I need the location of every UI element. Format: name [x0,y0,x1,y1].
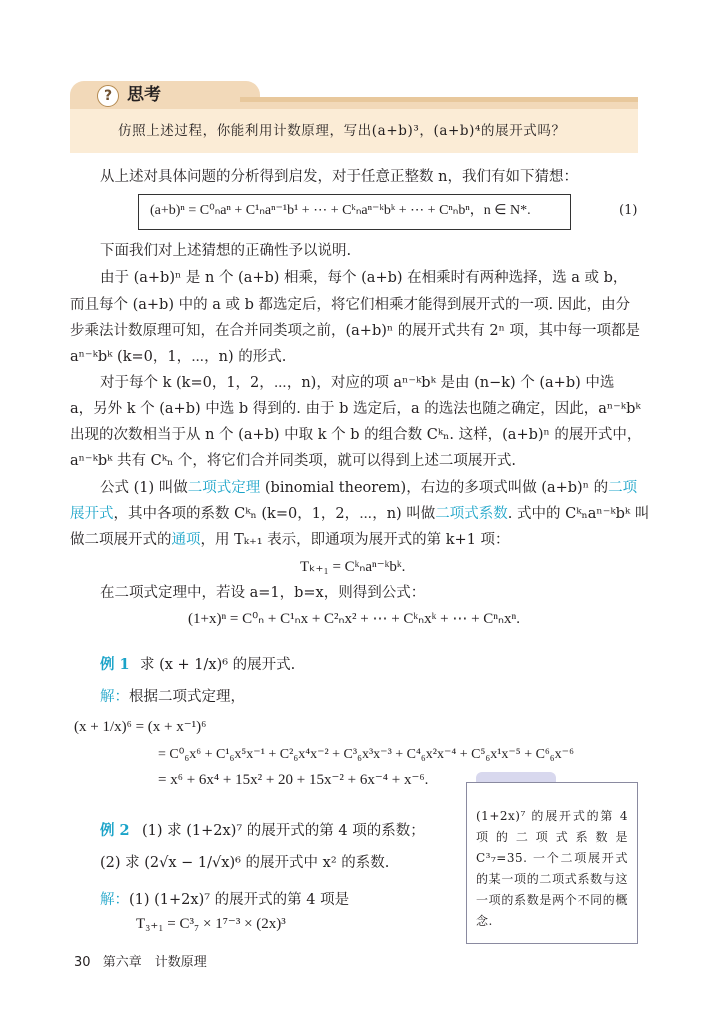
text-line: 对于每个 k (k=0，1，2，⋯，n)，对应的项 aⁿ⁻ᵏbᵏ 是由 (n−k) 个 (a+b) 中选 [100,375,615,391]
example2-label: 例 2 [100,822,130,839]
example1-label: 例 1 [100,656,130,673]
think-text: 仿照上述过程，你能利用计数原理，写出(a+b)³，(a+b)⁴的展开式吗？ [118,123,566,139]
example1-step-2: = C⁰₆x⁶ + C¹₆x⁵x⁻¹ + C²₆x⁴x⁻² + C³₆x³x⁻³ + C⁴₆x²x⁻⁴ + C⁵₆x¹x⁻⁵ + C⁶₆x⁻⁶ [158,747,574,762]
example2-question-2: (2) 求 (2√x − 1/√x)⁶ 的展开式中 x² 的系数. [100,855,390,871]
page-number: 30 [74,955,91,970]
intro-paragraph: 从上述对具体问题的分析得到启发，对于任意正整数 n，我们有如下猜想： [100,169,578,185]
question-icon: ? [97,85,119,107]
text-line: 而且每个 (a+b) 中的 a 或 b 都选定后，将它们相乘才能得到展开式的一项. 因此，由分 [70,297,631,313]
side-note-text: (1+2x)⁷ 的展开式的第 4 项的二项式系数是 C³₇=35. 一个二项展开式的某一项的二项式系数与这一项的系数是两个不同的概念. [476,809,628,928]
substitution-formula: (1+x)ⁿ = C⁰ₙ + C¹ₙx + C²ₙx² + ⋯ + Cᵏₙxᵏ + ⋯ + Cⁿₙxⁿ. [188,611,520,627]
example1-step-1: (x + 1/x)⁶ = (x + x⁻¹)⁶ [74,719,207,735]
text-line: 由于 (a+b)ⁿ 是 n 个 (a+b) 相乘，每个 (a+b) 在相乘时有两种选择，选 a 或 b， [100,270,628,286]
theorem-line-3: 做二项展开式的通项，用 Tₖ₊₁ 表示，即通项为展开式的第 k+1 项： [70,532,510,548]
text-line: 出现的次数相当于从 n 个 (a+b) 中取 k 个 b 的组合数 Cᵏₙ. 这样，(a+b)ⁿ 的展开式中， [70,427,642,443]
think-divider [240,97,638,102]
example1-question: 求 (x + 1/x)⁶ 的展开式. [140,657,296,673]
example2-solution-intro: 解：(1) (1+2x)⁷ 的展开式的第 4 项是 [100,892,350,908]
binomial-formula: (a+b)ⁿ = C⁰ₙaⁿ + C¹ₙaⁿ⁻¹b¹ + ⋯ + Cᵏₙaⁿ⁻ᵏbᵏ + ⋯ + Cⁿₙbⁿ，n ∈ N*. [150,203,531,218]
think-title: 思考 [127,85,161,105]
page-footer [74,954,207,972]
text-line: aⁿ⁻ᵏbᵏ (k=0，1，⋯，n) 的形式. [70,349,287,365]
text-line: a，另外 k 个 (a+b) 中选 b 得到的. 由于 b 选定后，a 的选法也随之确定，因此，aⁿ⁻ᵏbᵏ [70,401,641,417]
term-general-term: 通项 [171,532,201,548]
example2-step-1: T₃₊₁ = C³₇ × 1⁷⁻³ × (2x)³ [136,916,286,932]
term-expansion: 展开式 [70,506,114,522]
chapter-title: 第六章 计数原理 [102,955,207,970]
theorem-line-2: 展开式，其中各项的系数 Cᵏₙ (k=0，1，2，⋯，n) 叫做二项式系数. 式中的 Cᵏₙaⁿ⁻ᵏbᵏ 叫 [70,506,650,522]
example2-question-1: (1) 求 (1+2x)⁷ 的展开式的第 4 项的系数； [142,823,425,839]
text-line: aⁿ⁻ᵏbᵏ 共有 Cᵏₙ 个，将它们合并同类项，就可以得到上述二项展开式. [70,453,517,469]
formula-number: (1) [619,203,638,218]
example1-solution-intro: 解：根据二项式定理， [100,689,245,705]
example1-step-3: = x⁶ + 6x⁴ + 15x² + 20 + 15x⁻² + 6x⁻⁴ + x⁻⁶. [158,772,429,788]
substitution-paragraph: 在二项式定理中，若设 a=1，b=x，则得到公式： [100,585,426,601]
text-line: 步乘法计数原理可知，在合并同类项之前，(a+b)ⁿ 的展开式共有 2ⁿ 项，其中每一项都是 [70,323,640,339]
text-line: 下面我们对上述猜想的正确性予以说明. [100,243,352,259]
theorem-line-1: 公式 (1) 叫做二项式定理 (binomial theorem)，右边的多项式叫做 (a+b)ⁿ 的二项 [100,480,638,496]
term-binomial-coefficient: 二项式系数 [435,506,508,522]
general-term-formula: Tₖ₊₁ = Cᵏₙaⁿ⁻ᵏbᵏ. [300,559,406,575]
term-binomial-theorem: 二项式定理 [187,480,261,496]
